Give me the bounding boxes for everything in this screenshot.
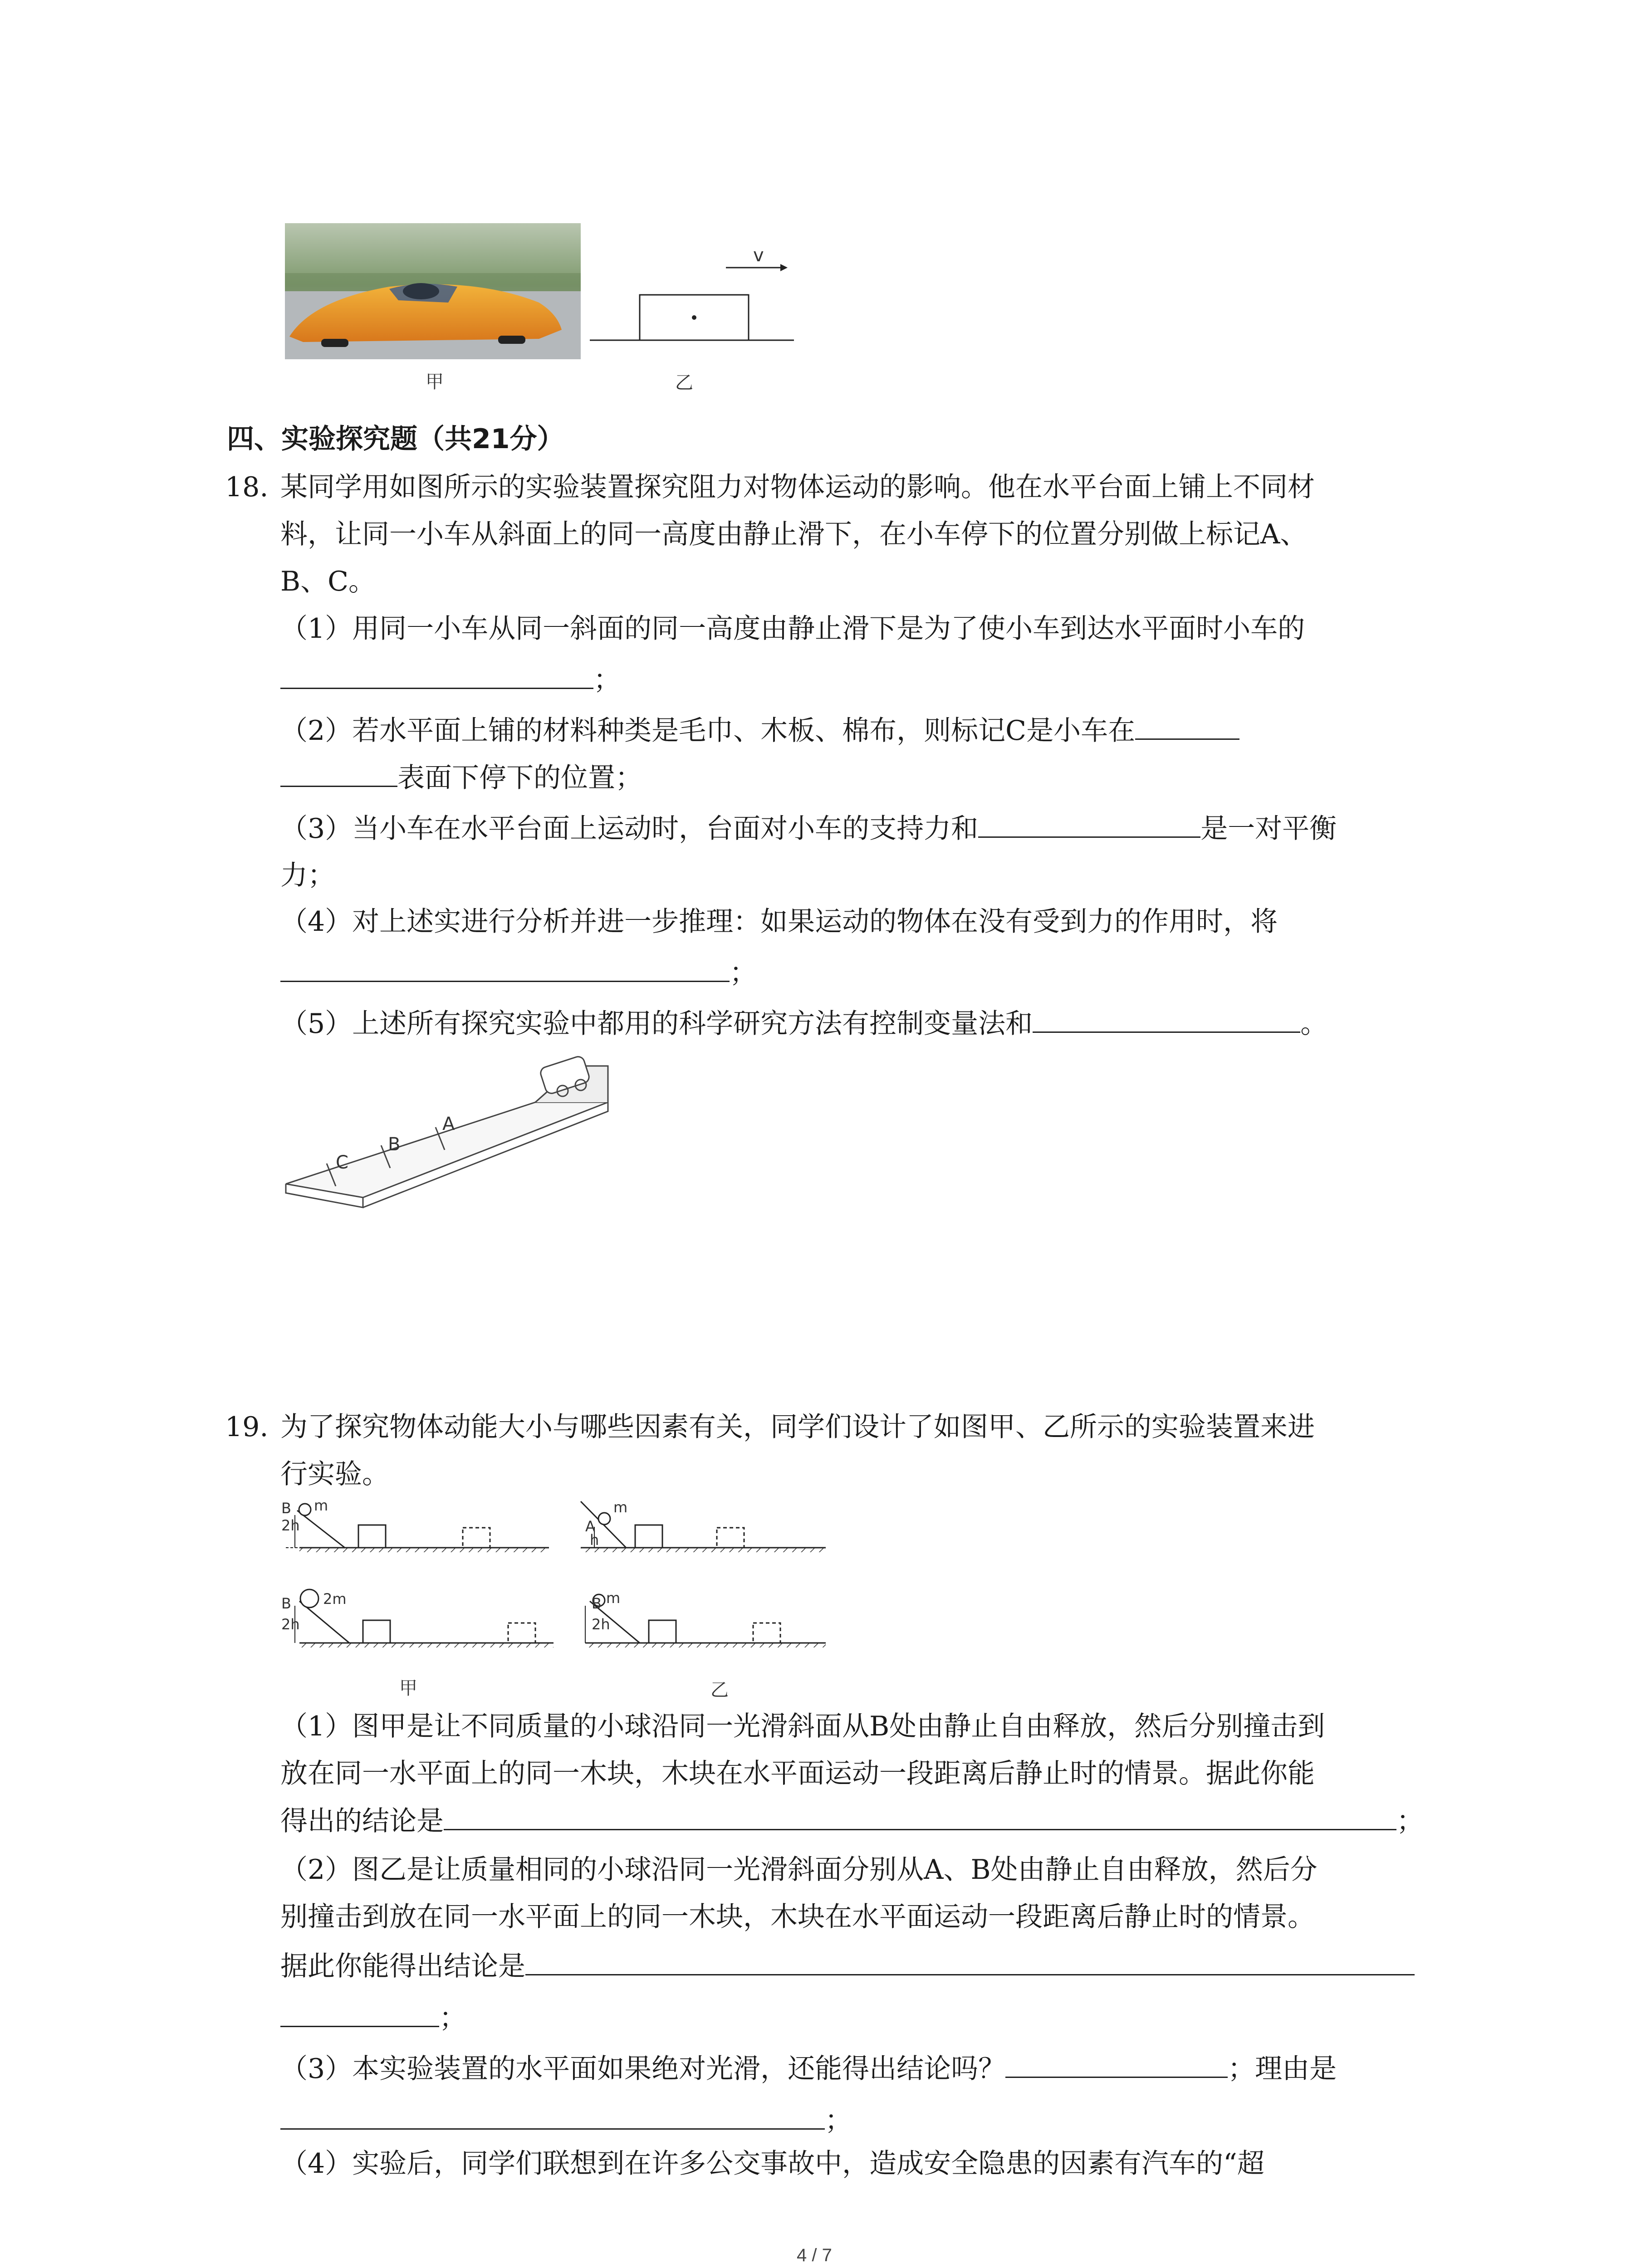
q19-blank-2a[interactable] <box>525 1942 1415 1975</box>
q18-part-1-end: ； <box>593 664 621 696</box>
q18-part-2-text: （2）若水平面上铺的材料种类是毛巾、木板、棉布，则标记C是小车在 <box>280 715 1136 747</box>
q19-blank-1[interactable] <box>444 1797 1396 1830</box>
q18-part-5-text: （5）上述所有探究实验中都用的科学研究方法有控制变量法和 <box>280 1008 1033 1040</box>
q18-stem-line-2: 料，让同一小车从斜面上的同一高度由静止滑下，在小车停下的位置分别做上标记A、 <box>280 518 1308 550</box>
q18-figure-label-c: C <box>336 1152 348 1173</box>
q19-blank-3a[interactable] <box>1005 2045 1228 2078</box>
q19-part-2-line-2: 别撞击到放在同一水平面上的同一木块，木块在水平面运动一段距离后静止时的情景。 <box>280 1901 1315 1933</box>
solar-car-image <box>285 223 581 359</box>
q18-blank-1[interactable] <box>280 656 593 689</box>
q18-part-3 <box>280 805 1337 852</box>
q19-label-2h-3: 2h <box>592 1616 610 1633</box>
q18-blank-5[interactable] <box>1033 1000 1300 1033</box>
q19-stem-line-2: 行实验。 <box>280 1458 389 1490</box>
q18-stem-line-3: B、C。 <box>280 566 376 597</box>
block-diagram <box>590 245 798 349</box>
q18-part-5-end: 。 <box>1300 1008 1328 1040</box>
q18-blank-4[interactable] <box>280 949 730 982</box>
q19-label-b-1: B <box>281 1500 291 1517</box>
q18-part-2 <box>280 707 1239 754</box>
q19-part-1-line-2: 放在同一水平面上的同一木块，木块在水平面运动一段距离后静止时的情景。据此你能 <box>280 1758 1315 1789</box>
q19-part-1-end: ； <box>1396 1805 1424 1837</box>
q18-stem-line-1: 某同学用如图所示的实验装置探究阻力对物体运动的影响。他在水平台面上铺上不同材 <box>280 471 1315 503</box>
q18-part-2-cont <box>280 754 642 802</box>
q19-label-b-3: B <box>592 1595 602 1612</box>
q18-number: 18. <box>225 471 269 503</box>
q19-label-h: h <box>590 1531 599 1549</box>
solar-car-photo <box>285 223 581 359</box>
q19-stem-line-1: 为了探究物体动能大小与哪些因素有关，同学们设计了如图甲、乙所示的实验装置来进 <box>280 1411 1315 1443</box>
q19-blank-3b[interactable] <box>280 2097 825 2130</box>
q19-part-2-last: 据此你能得出结论是 <box>280 1950 525 1982</box>
q19-part-3-text: （3）本实验装置的水平面如果绝对光滑，还能得出结论吗？ <box>280 2053 1006 2085</box>
q19-label-b-2: B <box>281 1595 291 1612</box>
q18-part-1-answer-line[interactable] <box>280 656 621 704</box>
figure-top-caption-left: 甲 <box>426 371 444 392</box>
q18-blank-2a[interactable] <box>1135 707 1239 740</box>
q19-part-3-after: ；理由是 <box>1228 2053 1337 2085</box>
q19-part-3-end: ； <box>825 2105 852 2136</box>
q19-part-2-line-3 <box>280 1942 1415 1990</box>
q19-label-a: A <box>585 1518 595 1535</box>
q18-part-4: （4）对上述实进行分析并进一步推理：如果运动的物体在没有受到力的作用时，将 <box>280 906 1278 938</box>
q19-part-2-end: ； <box>439 2002 466 2034</box>
q19-label-m-2: m <box>613 1499 628 1516</box>
q18-blank-2b[interactable] <box>280 754 397 787</box>
figure-top-caption-right: 乙 <box>675 372 693 393</box>
q19-part-2-line-1: （2）图乙是让质量相同的小球沿同一光滑斜面分别从A、B处由静止自由释放，然后分 <box>280 1854 1318 1886</box>
q19-caption-right: 乙 <box>710 1680 729 1701</box>
q19-label-m-1: m <box>314 1497 328 1514</box>
q19-part-3 <box>280 2045 1337 2092</box>
q19-figure <box>281 1497 848 1706</box>
q19-number: 19. <box>225 1411 269 1443</box>
q18-part-1: （1）用同一小车从同一斜面的同一高度由静止滑下是为了使小车到达水平面时小车的 <box>280 613 1305 645</box>
section-title: 四、实验探究题（共21分） <box>227 423 564 455</box>
q19-label-2m: 2m <box>323 1590 347 1608</box>
q19-fig-yi-bottom <box>585 1594 826 1647</box>
q19-label-m-3: m <box>606 1589 621 1607</box>
q19-part-1-line-3 <box>280 1797 1424 1845</box>
q19-part-2-line-4 <box>280 1994 466 2042</box>
q18-part-3-after: 是一对平衡 <box>1200 813 1337 845</box>
page-number: 4 / 7 <box>797 2245 832 2265</box>
q19-blank-2b[interactable] <box>280 1994 439 2027</box>
q19-label-2h-2: 2h <box>281 1616 300 1633</box>
q18-part-2-cont-text: 表面下停下的位置； <box>397 762 642 794</box>
q19-part-1-last: 得出的结论是 <box>280 1805 444 1837</box>
q19-part-4: （4）实验后，同学们联想到在许多公交事故中，造成安全隐患的因素有汽车的“超 <box>280 2148 1264 2180</box>
velocity-label: v <box>753 245 764 266</box>
q18-part-4-answer-line[interactable] <box>280 949 757 997</box>
q18-blank-3[interactable] <box>978 805 1200 838</box>
q19-part-3-line-2 <box>280 2097 852 2144</box>
q18-part-3-text: （3）当小车在水平台面上运动时，台面对小车的支持力和 <box>280 813 979 845</box>
q18-part-5 <box>280 1000 1327 1047</box>
q18-figure-label-a: A <box>442 1114 455 1134</box>
q18-part-4-end: ； <box>730 957 757 989</box>
q19-part-1-line-1: （1）图甲是让不同质量的小球沿同一光滑斜面从B处由静止自由释放，然后分别撞击到 <box>280 1711 1325 1742</box>
q18-figure-label-b: B <box>388 1134 401 1155</box>
q19-label-2h-1: 2h <box>281 1517 300 1534</box>
q19-caption-left: 甲 <box>399 1678 417 1699</box>
q18-part-3-cont: 力； <box>280 860 335 891</box>
